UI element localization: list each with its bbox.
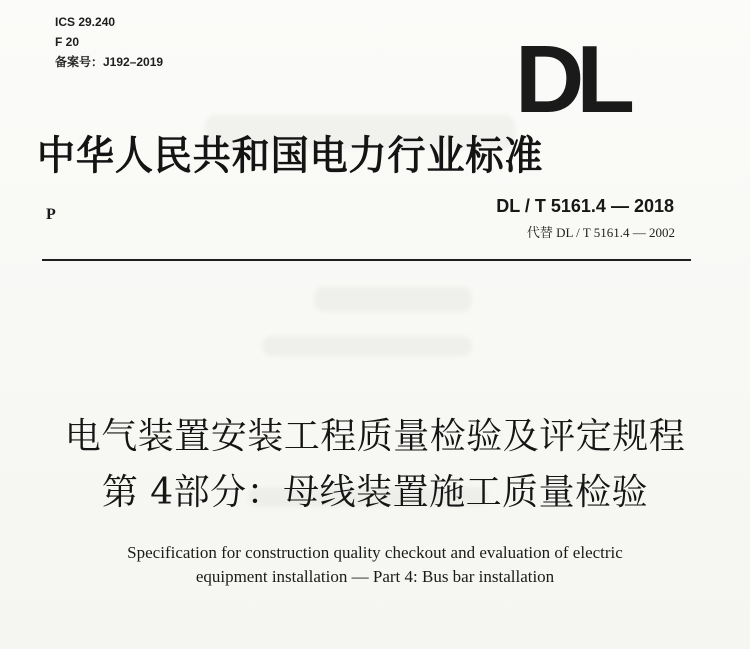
- english-title-block: [0, 541, 750, 589]
- background-smudge: [314, 286, 472, 312]
- ics-code: ICS 29.240: [55, 15, 116, 29]
- dl-logo: [492, 34, 650, 122]
- document-meta: [55, 12, 163, 72]
- record-number: 备案号：J192–2019: [55, 55, 164, 69]
- header-rule: [42, 259, 691, 261]
- english-title-line-1: Specification for construction quality checkout and evaluation of electric: [127, 543, 623, 562]
- english-title-line-2: equipment installation — Part 4: Bus bar installation: [195, 567, 555, 586]
- chinese-title-block: [0, 411, 750, 519]
- standard-banner-title: 中华人民共和国电力行业标准: [37, 133, 544, 179]
- classification-code: F 20: [55, 35, 80, 49]
- background-smudge: [262, 336, 472, 356]
- standard-number: DL / T 5161.4 — 2018: [496, 196, 674, 216]
- chinese-title-line-1: 电气装置安装工程质量检验及评定规程: [64, 416, 686, 457]
- dl-logo-text: DL: [515, 34, 627, 122]
- category-letter: P: [46, 206, 56, 223]
- chinese-title-line-2: 第 4部分：母线装置施工质量检验: [101, 472, 649, 513]
- replaces-standard: 代替 DL / T 5161.4 — 2002: [526, 225, 675, 240]
